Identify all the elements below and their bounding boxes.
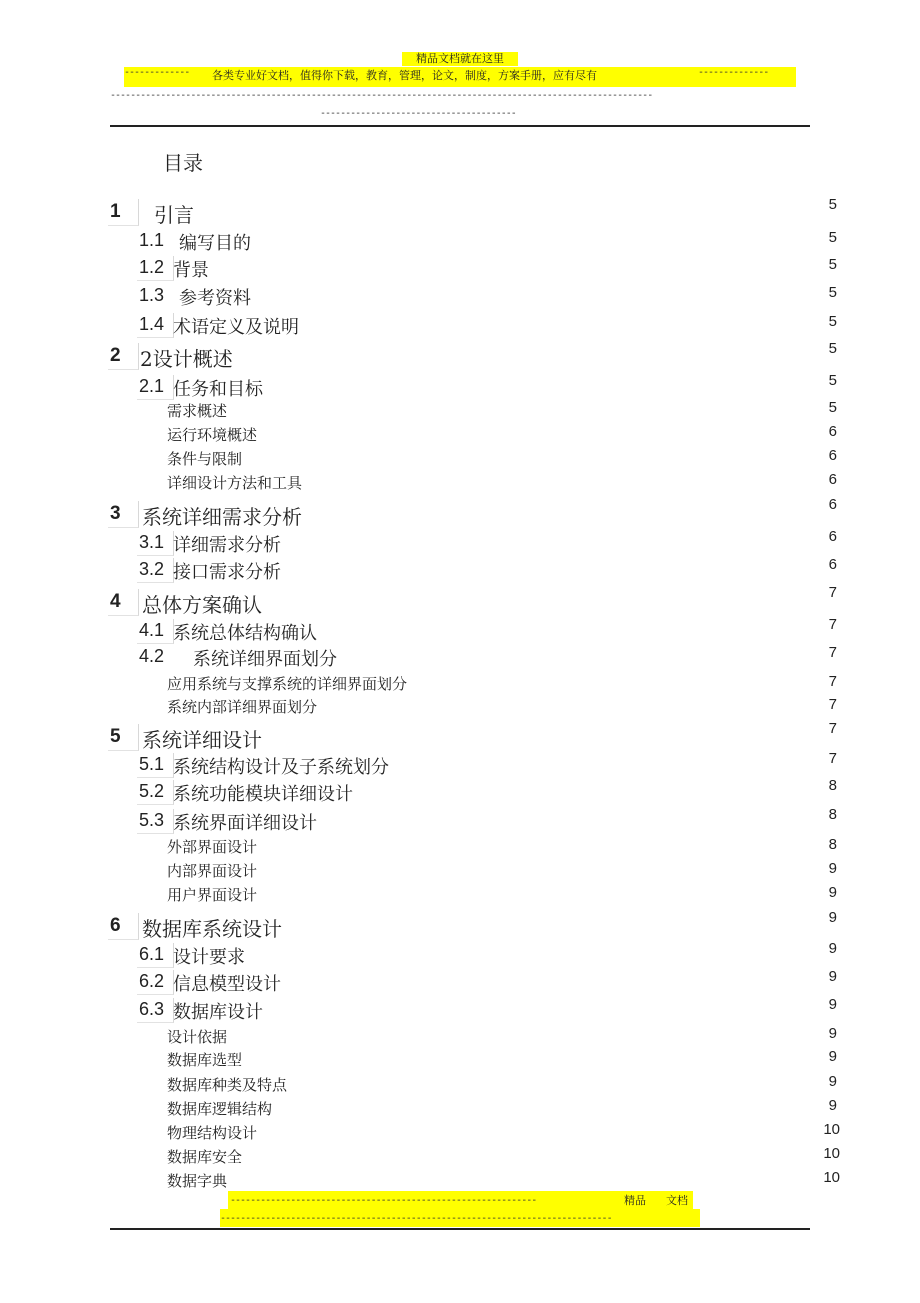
toc-entry-label: 系统界面详细设计 — [173, 813, 317, 834]
toc-entry-page: 5 — [828, 313, 837, 330]
toc-entry-label: 2设计概述 — [140, 347, 233, 371]
toc-entry-page: 7 — [828, 696, 837, 713]
toc-entry-label: 引言 — [154, 203, 194, 227]
footer-rule — [110, 1228, 810, 1230]
footer-banner — [228, 1191, 693, 1211]
footer-label-2: 文档 — [666, 1194, 688, 1207]
toc-entry-page: 9 — [828, 909, 837, 926]
toc-entry-label: 数据库逻辑结构 — [167, 1100, 273, 1118]
toc-entry-page: 7 — [828, 644, 837, 661]
toc-entry-page: 5 — [828, 229, 837, 246]
toc-entry-label: 设计依据 — [167, 1028, 228, 1046]
toc-entry-label: 任务和目标 — [173, 379, 263, 400]
toc-entry-number: 6 — [110, 915, 121, 936]
toc-entry-label: 系统内部详细界面划分 — [167, 698, 318, 716]
toc-entry-page: 8 — [828, 836, 837, 853]
toc-entry-number: 4.1 — [139, 620, 165, 640]
toc-entry-label: 系统功能模块详细设计 — [173, 784, 353, 805]
toc-entry-page: 9 — [828, 968, 837, 985]
toc-entry-page: 9 — [828, 1025, 837, 1042]
toc-entry-label: 应用系统与支撑系统的详细界面划分 — [167, 675, 408, 693]
toc-entry-page: 6 — [828, 528, 837, 545]
toc-entry-number: 1 — [110, 201, 121, 222]
toc-entry-page: 10 — [823, 1145, 840, 1162]
toc-entry-page: 7 — [828, 616, 837, 633]
toc-entry-number: 3 — [110, 503, 121, 524]
toc-entry-page: 7 — [828, 720, 837, 737]
toc-entry-number: 5.2 — [139, 781, 165, 801]
toc-entry-label: 系统结构设计及子系统划分 — [173, 757, 389, 778]
toc-entry-page: 9 — [828, 1073, 837, 1090]
toc-entry-page: 8 — [828, 777, 837, 794]
toc-entry-label: 系统详细界面划分 — [193, 649, 337, 670]
toc-entry-page: 9 — [828, 884, 837, 901]
toc-entry-page: 5 — [828, 340, 837, 357]
toc-entry-number: 1.4 — [139, 314, 165, 334]
toc-entry-number: 4.2 — [139, 646, 165, 666]
toc-entry-label: 运行环境概述 — [167, 426, 258, 444]
toc-entry-label: 系统详细需求分析 — [142, 505, 302, 529]
toc-entry-page: 9 — [828, 1097, 837, 1114]
header-top-label: 精品文档就在这里 — [402, 52, 518, 66]
toc-entry-label: 参考资料 — [179, 288, 251, 309]
toc-entry-page: 6 — [828, 471, 837, 488]
toc-entry-label: 详细设计方法和工具 — [167, 474, 303, 492]
toc-entry-label: 系统详细设计 — [142, 728, 262, 752]
toc-entry-page: 6 — [828, 556, 837, 573]
toc-entry-label: 系统总体结构确认 — [173, 623, 317, 644]
toc-entry-number: 6.3 — [139, 999, 165, 1019]
header-dash-line-short: --------------------------------------- — [320, 108, 516, 119]
toc-entry-page: 5 — [828, 196, 837, 213]
footer-label-1: 精品 — [624, 1194, 646, 1207]
toc-entry-number: 1.3 — [139, 285, 165, 305]
header-right-dashes: -------------- — [698, 67, 769, 78]
toc-entry-label: 详细需求分析 — [173, 535, 281, 556]
toc-entry-label: 数据库种类及特点 — [167, 1076, 288, 1094]
toc-entry-number: 3.2 — [139, 559, 165, 579]
toc-entry-page: 8 — [828, 806, 837, 823]
toc-title: 目录 — [163, 151, 203, 175]
toc-entry-page: 5 — [828, 399, 837, 416]
toc-entry-label: 条件与限制 — [167, 450, 243, 468]
toc-entry-number: 2.1 — [139, 376, 165, 396]
header-rule — [110, 125, 810, 127]
toc-entry-label: 数据库系统设计 — [142, 917, 282, 941]
toc-entry-number: 1.2 — [139, 257, 165, 277]
toc-entry-page: 10 — [823, 1169, 840, 1186]
toc-entry-label: 数据库选型 — [167, 1051, 243, 1069]
toc-entry-page: 9 — [828, 1048, 837, 1065]
toc-entry-number: 5 — [110, 726, 121, 747]
toc-entry-page: 7 — [828, 750, 837, 767]
toc-entry-label: 数据库设计 — [173, 1002, 263, 1023]
toc-entry-label: 编写目的 — [179, 233, 251, 254]
toc-entry-page: 10 — [823, 1121, 840, 1138]
toc-entry-label: 需求概述 — [167, 402, 228, 420]
footer-banner-lower — [220, 1209, 700, 1227]
toc-entry-page: 9 — [828, 860, 837, 877]
toc-entry-page: 7 — [828, 673, 837, 690]
toc-entry-label: 用户界面设计 — [167, 886, 258, 904]
toc-entry-label: 设计要求 — [173, 947, 245, 968]
toc-entry-page: 7 — [828, 584, 837, 601]
footer-dash-line-lower: ------------------------------------------------------------------------------ — [220, 1213, 612, 1224]
toc-entry-number: 5.3 — [139, 810, 165, 830]
toc-entry-page: 9 — [828, 996, 837, 1013]
toc-entry-label: 物理结构设计 — [167, 1124, 258, 1142]
header-left-dashes: ------------- — [124, 67, 190, 78]
toc-entry-label: 术语定义及说明 — [173, 317, 299, 338]
toc-entry-label: 数据库安全 — [167, 1148, 243, 1166]
toc-entry-label: 接口需求分析 — [173, 562, 281, 583]
toc-entry-number: 6.1 — [139, 944, 165, 964]
header-banner-text: 各类专业好文档，值得你下载，教育，管理，论文，制度，方案手册，应有尽有 — [212, 69, 597, 82]
header-dash-line: ------------------------------------------------------------------------------------------------------------ — [110, 90, 653, 101]
toc-entry-number: 4 — [110, 591, 121, 612]
toc-entry-page: 9 — [828, 940, 837, 957]
toc-entry-page: 5 — [828, 372, 837, 389]
toc-entry-label: 总体方案确认 — [142, 593, 262, 617]
toc-entry-number: 6.2 — [139, 971, 165, 991]
toc-entry-page: 5 — [828, 256, 837, 273]
toc-entry-label: 信息模型设计 — [173, 974, 281, 995]
toc-entry-page: 6 — [828, 423, 837, 440]
toc-entry-number: 3.1 — [139, 532, 165, 552]
toc-entry-number: 2 — [110, 345, 121, 366]
toc-entry-label: 背景 — [173, 260, 209, 281]
toc-entry-label: 数据字典 — [167, 1172, 228, 1190]
footer-dash-line: ------------------------------------------------------------- — [230, 1195, 537, 1206]
toc-entry-label: 内部界面设计 — [167, 862, 258, 880]
toc-entry-page: 5 — [828, 284, 837, 301]
toc-entry-number: 1.1 — [139, 230, 165, 250]
toc-entry-page: 6 — [828, 447, 837, 464]
toc-entry-number: 5.1 — [139, 754, 165, 774]
toc-entry-page: 6 — [828, 496, 837, 513]
toc-entry-label: 外部界面设计 — [167, 838, 258, 856]
header-banner — [124, 67, 796, 87]
